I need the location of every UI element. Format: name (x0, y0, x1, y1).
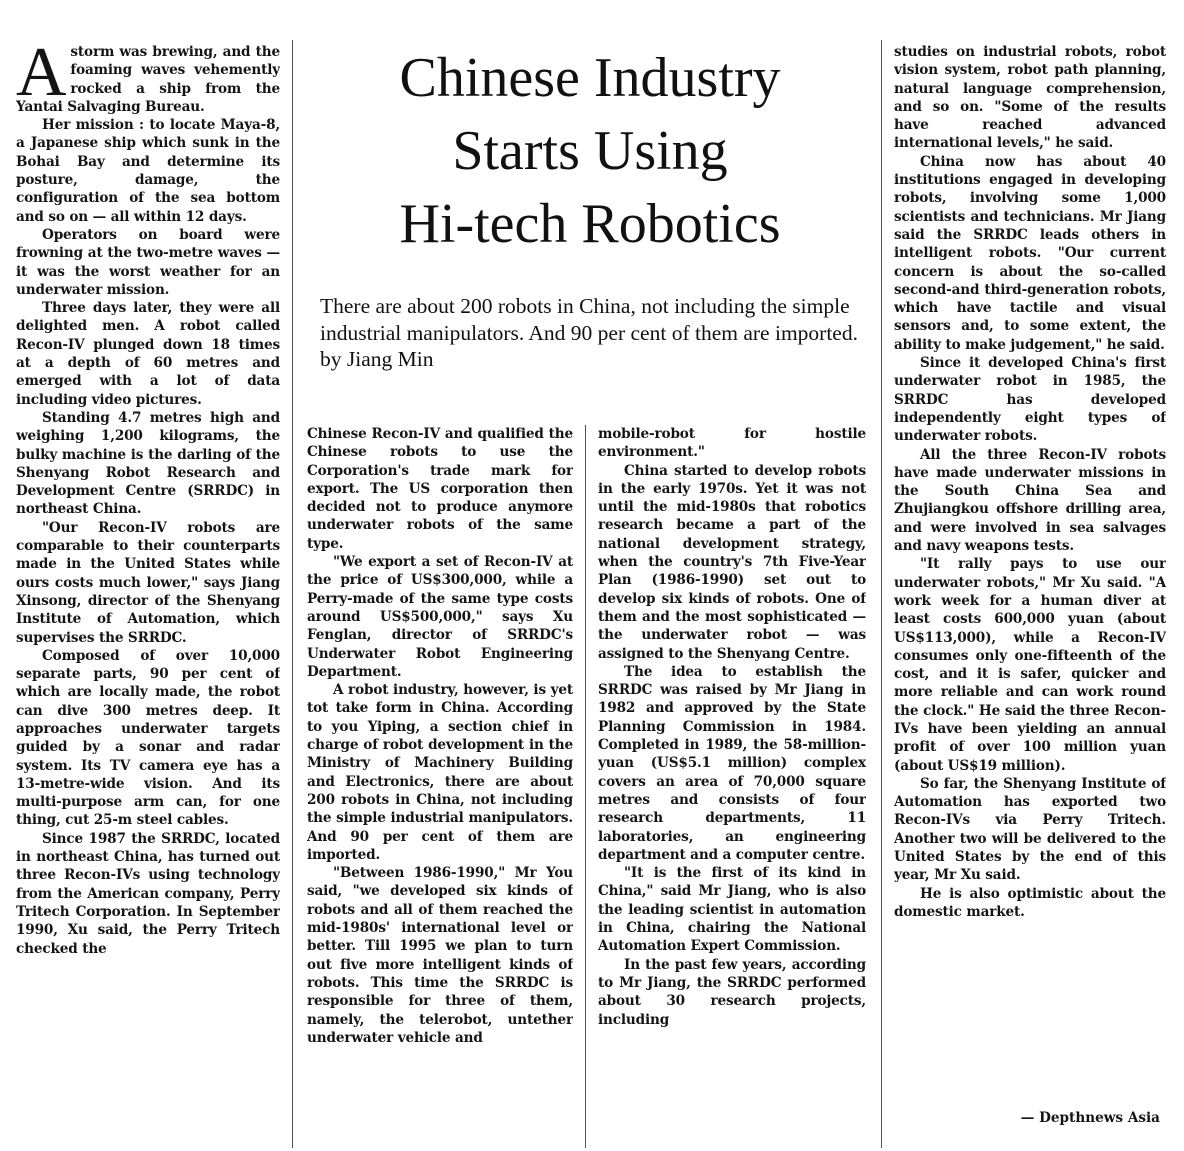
paragraph: A robot industry, however, is yet tot take form in China. According to you Yiping, a section chief in charge of robot development in the Ministry of Machinery Building and Electronics, there are about 200 robots in China, not including the simple industrial manipulators. And 90 per cent of them are imported. (307, 682, 573, 863)
paragraph: Three days later, they were all delighted men. A robot called Recon-IV plunged down 18 times at a depth of 60 metres and emerged with a lot of data including video pictures. (16, 300, 280, 408)
paragraph: "It is the first of its kind in China," said Mr Jiang, who is also the leading scientist in automation in China, chairing the National Automation Expert Commission. (598, 865, 866, 955)
paragraph: In the past few years, according to Mr Jiang, the SRRDC performed about 30 research projects, including (598, 956, 866, 1028)
article-column-4 (894, 43, 1166, 1145)
paragraph: "We export a set of Recon-IV at the price of US$300,000, while a Perry-made of the same type costs around US$500,000," says Xu Fenglan, director of SRRDC's Underwater Robot Engineering Department. (307, 554, 573, 680)
paragraph: Since it developed China's first underwater robot in 1985, the SRRDC has developed independently eight types of underwater robots. (894, 355, 1166, 445)
paragraph: Her mission : to locate Maya-8, a Japanese ship which sunk in the Bohai Bay and determine its posture, damage, the configuration of the sea bottom and so on — all within 12 days. (16, 117, 280, 225)
paragraph-text: storm was brewing, and the foaming waves vehemently rocked a ship from the Yantai Salvaging Bureau. (16, 44, 280, 115)
paragraph: "It rally pays to use our underwater robots," Mr Xu said. "A work week for a human diver at least costs 600,000 yuan (about US$113,000), while a Recon-IV consumes only one-fifteenth of the cost, and it is safer, quicker and more reliable and can work round the clock." He said the three Recon-IVs have been yielding an annual profit of over 100 million yuan (about US$19 million). (894, 556, 1166, 774)
paragraph: Chinese Recon-IV and qualified the Chinese robots to use the Corporation's trade mark for export. The US corporation then decided not to produce anymore underwater robots of the same type. (307, 426, 573, 552)
column-rule (585, 425, 586, 1148)
paragraph: mobile-robot for hostile environment." (598, 426, 866, 461)
paragraph: studies on industrial robots, robot vision system, robot path planning, natural language comprehension, and so on. "Some of the results have reached advanced international levels," he said. (894, 44, 1166, 152)
paragraph: "Our Recon-IV robots are comparable to their counterparts made in the United States while ours costs much lower," says Jiang Xinsong, director of the Shenyang Institute of Automation, which supervises the SRRDC. (16, 519, 280, 646)
deck-subheading: There are about 200 robots in China, not including the simple industrial manipulators. And 90 per cent of them are imported. by Jiang Min (320, 294, 858, 371)
paragraph: All the three Recon-IV robots have made underwater missions in the South China Sea and Zhujiangkou offshore drilling area, and were involved in sea salvages and navy weapons tests. (894, 446, 1166, 555)
paragraph: "Between 1986-1990," Mr You said, "we developed six kinds of robots and all of them reached the mid-1980s' international level or better. Till 1995 we plan to turn out five more intelligent kinds of robots. This time the SRRDC is responsible for three of them, namely, the telerobot, untether underwater vehicle and (307, 865, 573, 1046)
column-rule (292, 40, 293, 1148)
paragraph: The idea to establish the SRRDC was raised by Mr Jiang in 1982 and approved by the State Planning Commission in 1984. Completed in 1989, the 58-million-yuan (US$5.1 million) complex covers an area of 70,000 square metres and consists of four research departments, 11 laboratories, an engineering department and a computer centre. (598, 663, 866, 863)
paragraph: So far, the Shenyang Institute of Automation has exported two Recon-IVs via Perry Tritech. Another two will be delivered to the United States by the end of this year, Mr Xu said. (894, 775, 1166, 884)
paragraph: China now has about 40 institutions engaged in developing robots, involving some 1,000 scientists and technicians. Mr Jiang said the SRRDC leads others in intelligent robots. "Our current concern is about the so-called second-and third-generation robots, which have tactile and visual sensors and, to some extent, the ability to make judgement," he said. (894, 153, 1166, 353)
paragraph: Composed of over 10,000 separate parts, 90 per cent of which are locally made, the robot can dive 300 metres deep. It approaches underwater targets guided by a sonar and radar system. Its TV camera eye has a 13-metre-wide vision. And its multi-purpose arm can, for one thing, cut 25-m steel cables. (16, 647, 280, 829)
article-column-3 (598, 425, 866, 1150)
headline (300, 42, 880, 261)
article-column-2 (307, 425, 573, 1150)
paragraph: He is also optimistic about the domestic market. (894, 885, 1166, 920)
headline-line: Starts Using (452, 120, 728, 182)
paragraph: Operators on board were frowning at the two-metre waves — it was the worst weather for an underwater mission. (16, 226, 280, 298)
paragraph: Since 1987 the SRRDC, located in northeast China, has turned out three Recon-IVs using technology from the American company, Perry Tritech Corporation. In September 1990, Xu said, the Perry Tritech checked the (16, 830, 280, 957)
paragraph (16, 43, 280, 116)
headline-line: Chinese Industry (399, 47, 781, 109)
paragraph: Standing 4.7 metres high and weighing 1,200 kilograms, the bulky machine is the darling of the Shenyang Robot Research and Development Centre (SRRDC) in northeast China. (16, 409, 280, 518)
column-rule (881, 40, 882, 1148)
headline-line: Hi-tech Robotics (399, 193, 781, 255)
article-column-1 (16, 43, 280, 1145)
paragraph: China started to develop robots in the early 1970s. Yet it was not until the mid-1980s that robotics research became a part of the national development strategy, when the country's 7th Five-Year Plan (1986-1990) set out to develop six kinds of robots. One of them and the most sophisticated — the underwater robot — was assigned to the Shenyang Centre. (598, 462, 866, 662)
drop-cap: A (16, 43, 67, 111)
source-credit: — Depthnews Asia (1020, 1110, 1160, 1126)
